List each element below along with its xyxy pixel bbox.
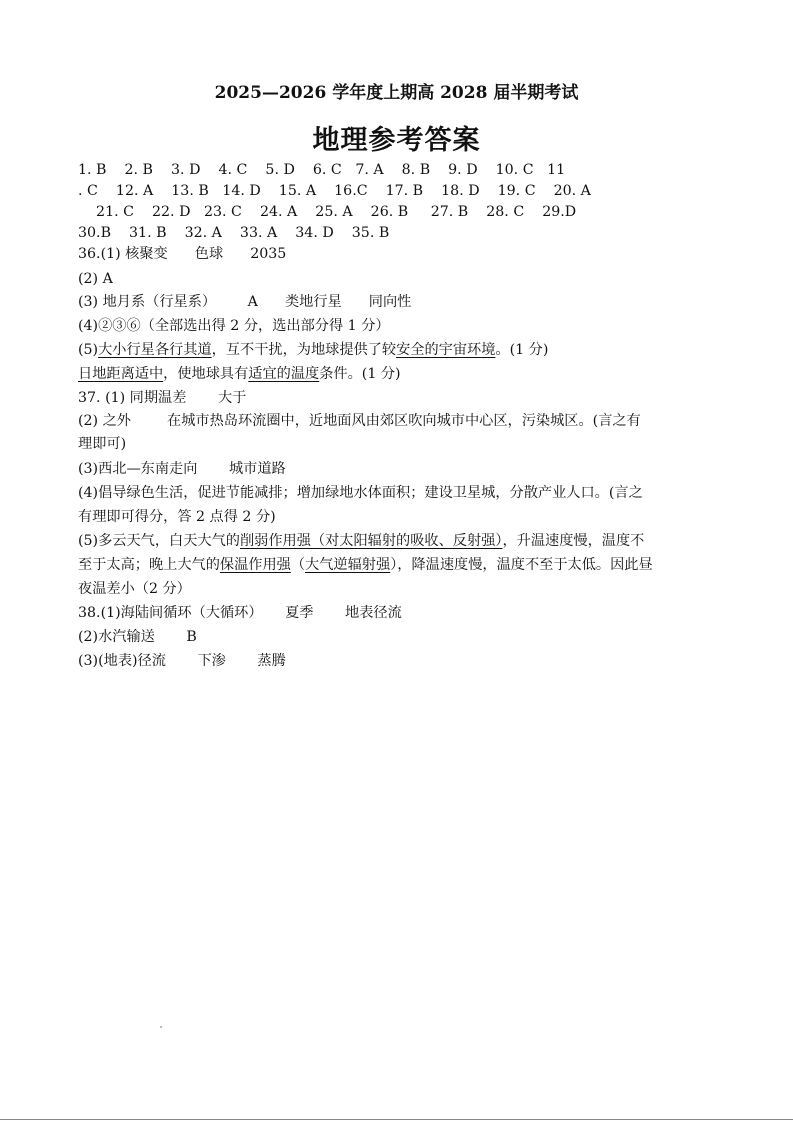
q36-part-6-mid: ，使地球具有 xyxy=(163,366,249,382)
q37-part-5-cont xyxy=(78,555,653,575)
mc-answer-line-1: 1. B 2. B 3. D 4. C 5. D 6. C 7. A 8. B 9. D 10. C 11 xyxy=(78,162,566,178)
q38-part-1: 38.(1)海陆间循环（大循环） 夏季 地表径流 xyxy=(78,605,402,621)
q36-part-5 xyxy=(78,340,548,360)
q37-part-2: (2) 之外 在城市热岛环流圈中，近地面风由郊区吹向城市中心区，污染城区。(言之有 xyxy=(78,413,641,429)
q38-part-3: (3)(地表)径流 下渗 蒸腾 xyxy=(78,653,286,669)
q36-part-1: 36.(1) 核聚变 色球 2035 xyxy=(78,246,287,262)
main-title: 地理参考答案 xyxy=(312,125,481,156)
q37-part-2-cont: 理即可) xyxy=(78,436,127,452)
q37-part-1: 37. (1) 同期温差 大于 xyxy=(78,390,247,406)
q37-part-5b-pre: 至于太高；晚上大气的 xyxy=(78,557,220,573)
q36-part-5-mid: ，互不干扰，为地球提供了较 xyxy=(211,342,397,358)
q37-part-5b-key-2: 大气逆辐射强 xyxy=(305,557,391,573)
mc-answer-line-3: 21. C 22. D 23. C 24. A 25. A 26. B 27. B 28. C 29.D xyxy=(78,204,577,220)
mc-answer-line-4: 30.B 31. B 32. A 33. A 34. D 35. B xyxy=(78,225,390,241)
q36-part-5-key-2: 安全的宇宙环境 xyxy=(396,342,496,358)
q37-part-5-pre: (5)多云天气，白天大气的 xyxy=(78,533,240,549)
q37-part-5b-mid: （ xyxy=(290,557,306,573)
q36-part-3: (3) 地月系（行星系） A 类地行星 同向性 xyxy=(78,294,412,310)
q36-part-5-cont xyxy=(78,364,401,384)
q37-part-5-key-1: 削弱作用强（对太阳辐射的吸收、反射强） xyxy=(239,533,503,549)
q37-part-5-end: 夜温差小（2 分） xyxy=(78,581,191,597)
scan-dot xyxy=(160,1026,162,1028)
q37-part-3: (3)西北—东南走向 城市道路 xyxy=(78,461,286,477)
q36-part-6-key-2: 适宜的温度 xyxy=(248,366,320,382)
q38-part-2: (2)水汽输送 B xyxy=(78,629,197,645)
q36-part-5-key-1: 大小行星各行其道 xyxy=(98,342,212,358)
exam-title: 2025—2026 学年度上期高 2028 届半期考试 xyxy=(214,83,579,103)
q37-part-5 xyxy=(78,531,644,551)
q36-part-4: (4)②③⑥（全部选出得 2 分，选出部分得 1 分） xyxy=(78,318,390,334)
q36-part-5-post: 。(1 分) xyxy=(495,342,549,358)
bottom-rule xyxy=(0,1119,793,1120)
q37-part-5b-key-1: 保温作用强 xyxy=(219,557,291,573)
q37-part-5b-post: ），降温速度慢，温度不至于太低。因此昼 xyxy=(390,557,653,573)
q37-part-5-post: ，升温速度慢，温度不 xyxy=(502,533,645,549)
q37-part-4-cont: 有理即可得分，答 2 点得 2 分) xyxy=(78,509,276,525)
mc-answer-line-2: . C 12. A 13. B 14. D 15. A 16.C 17. B 18. D 19. C 20. A xyxy=(78,183,591,199)
q36-part-2: (2) A xyxy=(78,271,113,287)
q36-part-5-pre: (5) xyxy=(78,342,99,358)
q36-part-6-key-1: 日地距离适中 xyxy=(78,366,164,382)
q36-part-6-post: 条件。(1 分) xyxy=(319,366,401,382)
q37-part-4: (4)倡导绿色生活，促进节能减排；增加绿地水体面积；建设卫星城，分散产业人口。(言之 xyxy=(78,485,643,501)
